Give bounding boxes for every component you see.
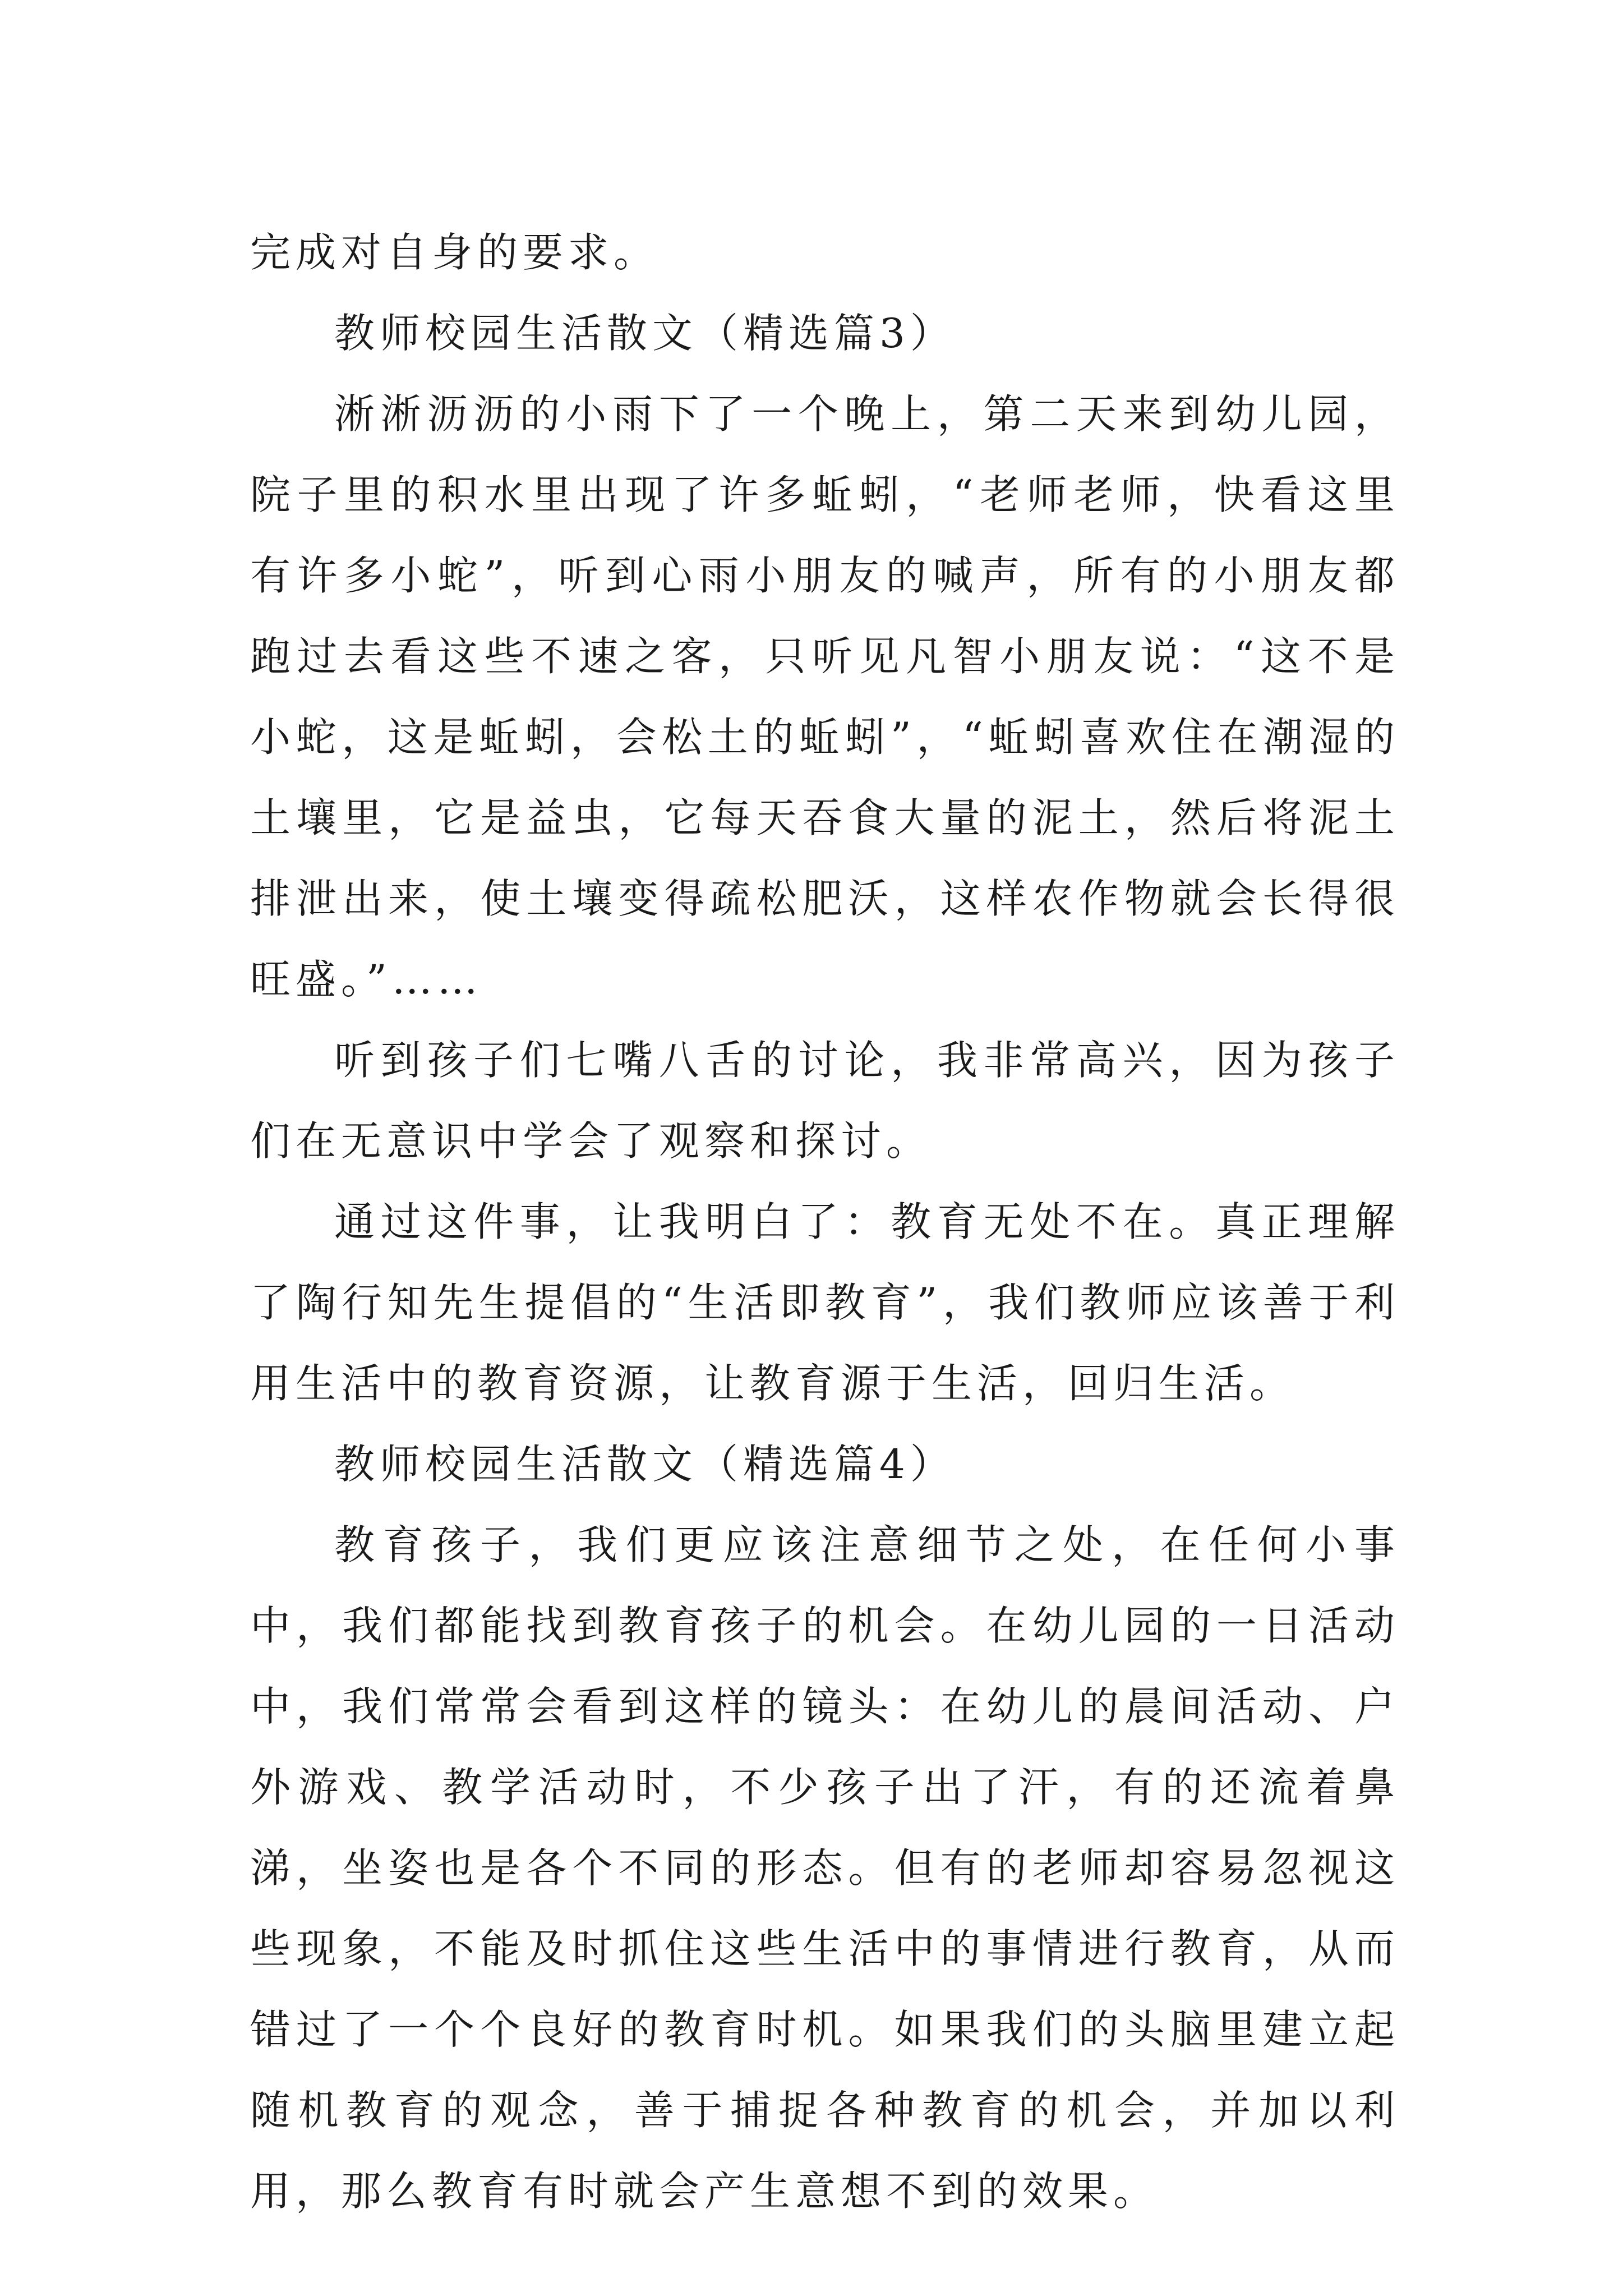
paragraph-educational-details: 教育孩子，我们更应该注意细节之处，在任何小事中，我们都能找到教育孩子的机会。在幼儿园的一日活动中，我们常常会看到这样的镜头：在幼儿的晨间活动、户外游戏、教学活动时，不少孩子出了汗，有的还流着鼻涕，坐姿也是各个不同的形态。但有的老师却容易忽视这些现象，不能及时抓住这些生活中的事情进行教育，从而错过了一个个良好的教育时机。如果我们的头脑里建立起随机教育的观念，善于捕捉各种教育的机会，并加以利用，那么教育有时就会产生意想不到的效果。 [250, 1521, 1400, 2215]
paragraph-earthworm-story: 淅淅沥沥的小雨下了一个晚上，第二天来到幼儿园，院子里的积水里出现了许多蚯蚓，“老师老师，快看这里有许多小蛇”，听到心雨小朋友的喊声，所有的小朋友都跑过去看这些不速之客，只听见凡智小朋友说：“这不是小蛇，这是蚯蚓，会松土的蚯蚓”，“蚯蚓喜欢住在潮湿的土壤里，它是益虫，它每天吞食大量的泥土，然后将泥土排泄出来，使土壤变得疏松肥沃，这样农作物就会长得很旺盛。”…… [250, 390, 1400, 1003]
paragraph-children-discussion: 听到孩子们七嘴八舌的讨论，我非常高兴，因为孩子们在无意识中学会了观察和探讨。 [250, 1037, 1400, 1165]
paragraph-continuation: 完成对自身的要求。 [250, 229, 660, 276]
section-heading-3: 教师校园生活散文（精选篇3） [334, 310, 956, 357]
document-body [250, 212, 1400, 2231]
paragraph-life-is-education: 通过这件事，让我明白了：教育无处不在。真正理解了陶行知先生提倡的“生活即教育”，我们教师应该善于利用生活中的教育资源，让教育源于生活，回归生活。 [250, 1198, 1400, 1407]
section-heading-4: 教师校园生活散文（精选篇4） [334, 1441, 956, 1488]
